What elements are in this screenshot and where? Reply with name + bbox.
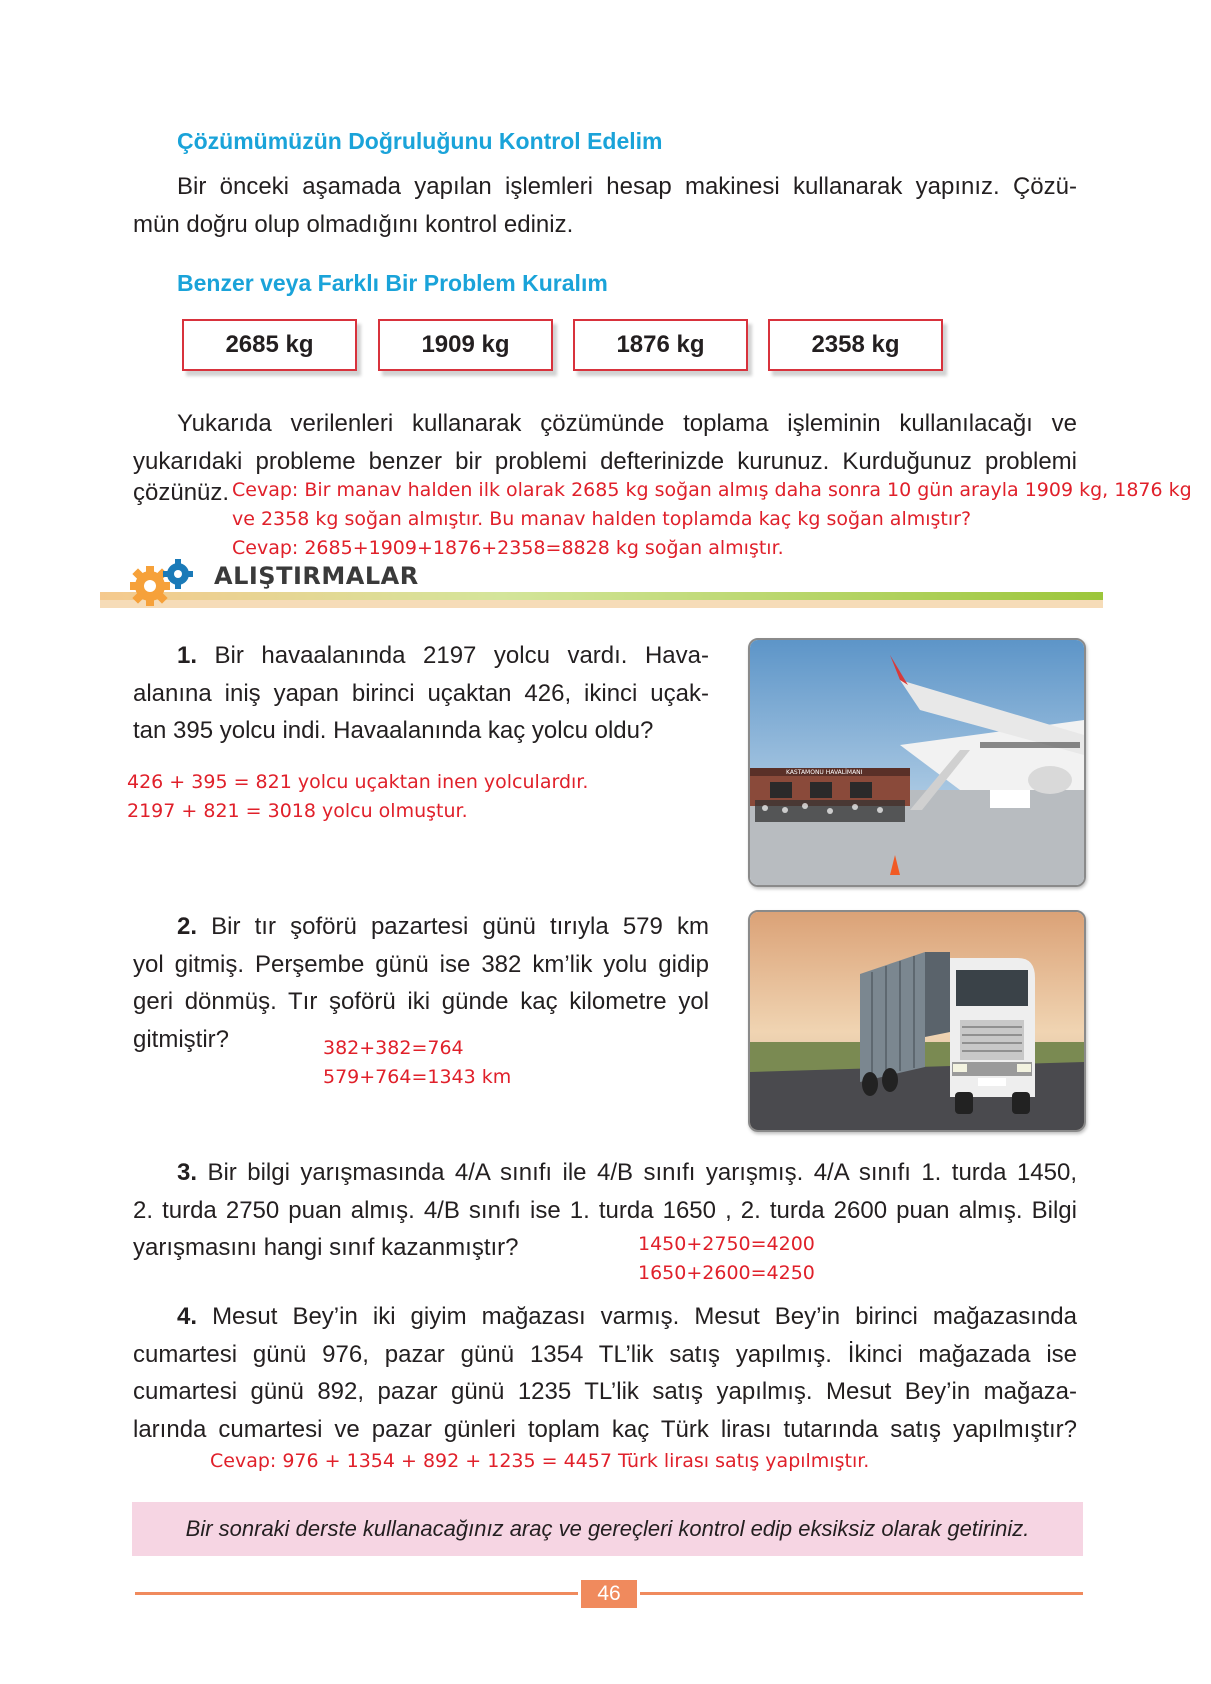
question-line: geri dönmüş. Tır şoförü iki günde kaç kilometre yol	[133, 988, 709, 1015]
exercises-banner-underline	[100, 600, 1103, 608]
question-number: 4.	[177, 1303, 198, 1330]
truck-photo	[748, 910, 1086, 1132]
question-1	[133, 637, 709, 750]
answer-line: 579+764=1343 km	[323, 1066, 512, 1088]
answer-line: 1650+2600=4250	[638, 1262, 815, 1284]
answer-line: 1450+2750=4200	[638, 1233, 815, 1255]
section1-paragraph	[133, 168, 1077, 243]
question-line: 4. Mesut Bey’in iki giyim mağazası varmış. Mesut Bey’in birinci mağazasında	[177, 1303, 1078, 1330]
question-number: 3.	[177, 1159, 198, 1186]
answer-line: Cevap: Bir manav halden ilk olarak 2685 kg soğan almış daha sonra 10 gün arayla 1909 kg, 1876 kg	[232, 479, 1192, 501]
question-4	[133, 1298, 1077, 1448]
question-line: 3. Bir bilgi yarışmasında 4/A sınıfı ile 4/B sınıfı yarışmış. 4/A sınıfı 1. turda 1450,	[177, 1159, 1077, 1186]
exercises-banner-bar	[100, 592, 1103, 600]
answer-text	[638, 1230, 815, 1288]
answer-line: 2197 + 821 = 3018 yolcu olmuştur.	[127, 800, 468, 822]
answer-line: 426 + 395 = 821 yolcu uçaktan inen yolculardır.	[127, 771, 589, 793]
answer-text	[323, 1034, 511, 1092]
section-heading-problem: Benzer veya Farklı Bir Problem Kuralım	[177, 270, 608, 296]
question-line: gitmiştir?	[133, 1025, 230, 1053]
kg-box: 2685 kg	[182, 319, 357, 371]
section2-line: çözünüz.	[133, 479, 230, 506]
answer-line: Cevap: 2685+1909+1876+2358=8828 kg soğan almıştır.	[232, 537, 784, 559]
answer-line: ve 2358 kg soğan almıştır. Bu manav halden toplamda kaç kg soğan almıştır?	[232, 508, 972, 530]
question-number: 1.	[177, 642, 198, 669]
question-line: yol gitmiş. Perşembe günü ise 382 km’lik yolu gidip	[133, 950, 709, 978]
section1-line: Bir önceki aşamada yapılan işlemleri hesap makinesi kullanarak yapınız. Çözü-	[177, 173, 1077, 200]
airport-sign: KASTAMONU HAVALİMANI	[786, 769, 863, 776]
question-line: 2. turda 2750 puan almış. 4/B sınıfı ise 1. turda 1650 , 2. turda 2600 puan almış. Bilgi	[133, 1196, 1077, 1224]
footer-line-right	[640, 1592, 1083, 1595]
answer-line: 382+382=764	[323, 1037, 464, 1059]
question-line: cumartesi günü 976, pazar günü 1354 TL’lik satış yapılmış. İkinci mağazada ise	[133, 1340, 1077, 1368]
question-line: tan 395 yolcu indi. Havaalanında kaç yolcu oldu?	[133, 717, 654, 744]
question-3	[133, 1154, 1077, 1267]
section2-paragraph	[133, 405, 1077, 480]
exercises-title: ALIŞTIRMALAR	[214, 562, 419, 590]
kg-box: 1876 kg	[573, 319, 748, 371]
question-number: 2.	[177, 913, 198, 940]
answer-text	[127, 768, 588, 826]
section1-line: mün doğru olup olmadığını kontrol ediniz.	[133, 210, 574, 238]
answer-text	[232, 476, 1192, 563]
gear-icon	[126, 556, 206, 608]
question-line: yarışmasını hangi sınıf kazanmıştır?	[133, 1234, 519, 1261]
question-line: alanına iniş yapan birinci uçaktan 426, ikinci uçak-	[133, 679, 709, 707]
question-line: larında cumartesi ve pazar günleri toplam kaç Türk lirası tutarında satış yapılmıştır?	[133, 1415, 1077, 1443]
question-line: 2. Bir tır şoförü pazartesi günü tırıyla 579 km	[177, 913, 709, 940]
airport-photo	[748, 638, 1086, 887]
question-line: 1. Bir havaalanında 2197 yolcu vardı. Hava-	[177, 642, 709, 669]
kg-box: 2358 kg	[768, 319, 943, 371]
page-number: 46	[581, 1580, 637, 1608]
note-text: Bir sonraki derste kullanacağınız araç ve gereçleri kontrol edip eksiksiz olarak getiriniz.	[185, 1516, 1030, 1541]
footer-line-left	[135, 1592, 578, 1595]
section-heading-check: Çözümümüzün Doğruluğunu Kontrol Edelim	[177, 128, 663, 154]
question-line: cumartesi günü 892, pazar günü 1235 TL’lik satış yapılmış. Mesut Bey’in mağaza-	[133, 1378, 1077, 1405]
section2-line: Yukarıda verilenleri kullanarak çözümünde toplama işleminin kullanılacağı ve	[177, 410, 1077, 437]
kg-box: 1909 kg	[378, 319, 553, 371]
note-box	[132, 1502, 1083, 1556]
section2-line: yukarıdaki probleme benzer bir problemi defterinizde kurunuz. Kurduğunuz problemi	[133, 447, 1077, 475]
answer-text: Cevap: 976 + 1354 + 892 + 1235 = 4457 Türk lirası satış yapılmıştır.	[210, 1450, 870, 1472]
